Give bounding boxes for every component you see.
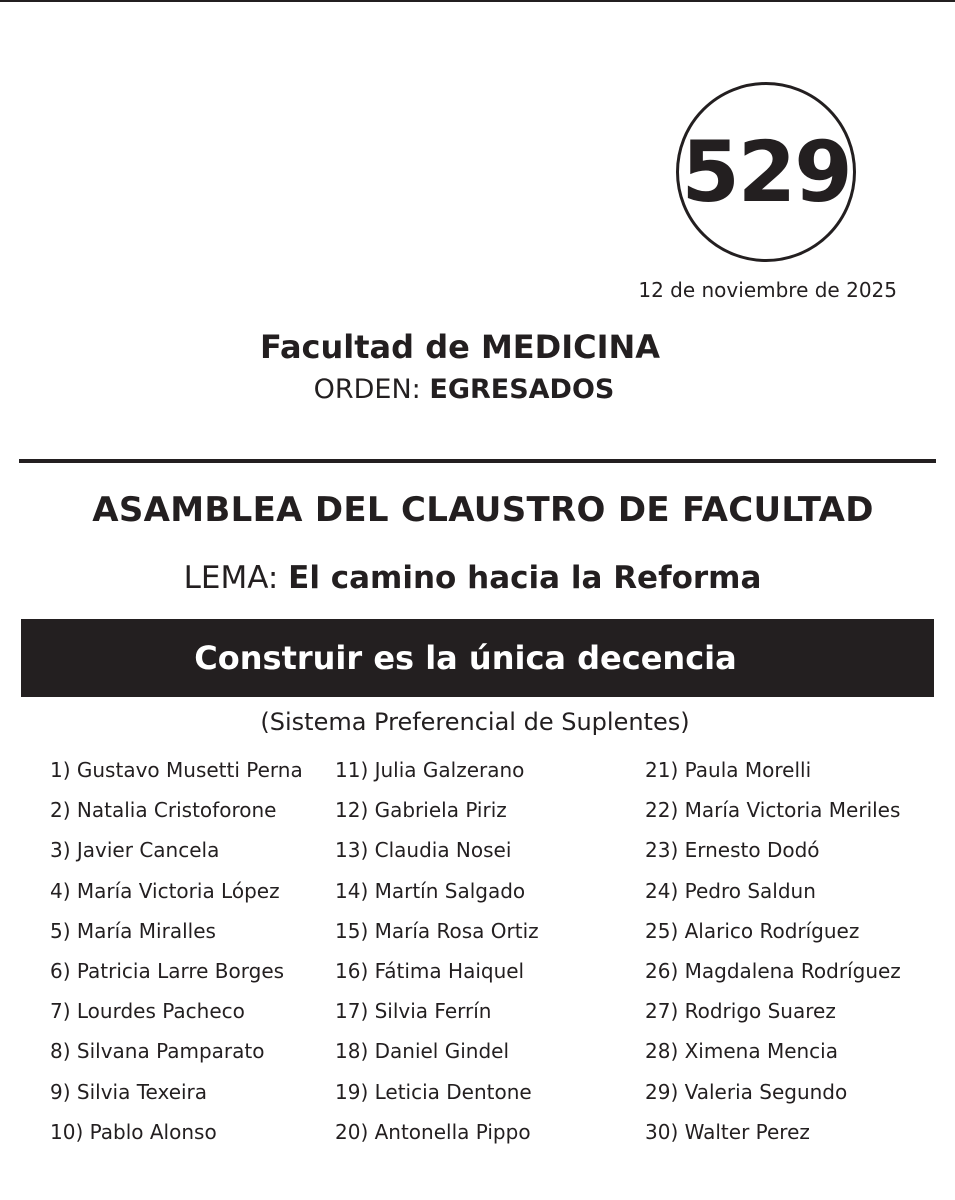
candidate-item: 17) Silvia Ferrín [335,999,492,1024]
candidate-item: 25) Alarico Rodríguez [645,918,860,943]
faculty-title: Facultad de MEDICINA [259,328,661,366]
lema-label: LEMA: [183,560,279,596]
candidate-column-2 [335,755,539,1157]
candidate-item: 27) Rodrigo Suarez [645,999,836,1024]
candidate-column-1 [50,755,303,1157]
candidate-item: 6) Patricia Larre Borges [50,958,285,983]
candidate-item: 28) Ximena Mencia [645,1039,838,1064]
candidate-item: 8) Silvana Pamparato [50,1039,265,1064]
candidate-item: 5) María Miralles [50,918,216,943]
candidate-item: 7) Lourdes Pacheco [50,999,245,1024]
lema-line [0,560,945,596]
top-edge-line [0,0,955,2]
list-number: 529 [681,123,851,221]
list-name: Construir es la única decencia [194,639,737,677]
orden-line [0,374,928,405]
candidate-item: 22) María Victoria Meriles [645,798,901,823]
candidate-item: 2) Natalia Cristoforone [50,798,277,823]
candidate-item: 26) Magdalena Rodríguez [645,958,901,983]
lema-value: El camino hacia la Reforma [288,560,762,596]
election-date: 12 de noviembre de 2025 [638,278,897,302]
candidate-item: 24) Pedro Saldun [645,878,816,903]
candidate-item: 14) Martín Salgado [335,878,526,903]
candidate-item: 15) María Rosa Ortiz [335,918,539,943]
candidate-item: 4) María Victoria López [50,878,280,903]
candidate-item: 10) Pablo Alonso [50,1119,217,1144]
candidate-item: 3) Javier Cancela [50,838,220,863]
divider-rule [19,459,936,463]
list-number-badge [676,82,856,262]
candidate-item: 9) Silvia Texeira [50,1079,208,1104]
candidate-item: 21) Paula Morelli [645,758,812,782]
candidate-item: 29) Valeria Segundo [645,1079,848,1104]
candidate-column-3 [645,755,901,1157]
candidate-item: 23) Ernesto Dodó [645,838,820,863]
candidate-item: 1) Gustavo Musetti Perna [50,758,303,782]
candidate-item: 16) Fátima Haiquel [335,958,525,983]
system-note: (Sistema Preferencial de Suplentes) [260,708,690,736]
candidate-item: 11) Julia Galzerano [335,758,525,782]
candidate-item: 18) Daniel Gindel [335,1039,510,1064]
orden-label: ORDEN: [313,374,421,405]
candidate-item: 30) Walter Perez [645,1119,810,1144]
list-name-banner [21,619,934,697]
candidate-item: 13) Claudia Nosei [335,838,512,863]
orden-value: EGRESADOS [429,374,615,405]
candidate-item: 20) Antonella Pippo [335,1119,531,1144]
candidate-item: 12) Gabriela Piriz [335,798,507,823]
candidate-item: 19) Leticia Dentone [335,1079,532,1104]
assembly-title: ASAMBLEA DEL CLAUSTRO DE FACULTAD [92,490,874,530]
